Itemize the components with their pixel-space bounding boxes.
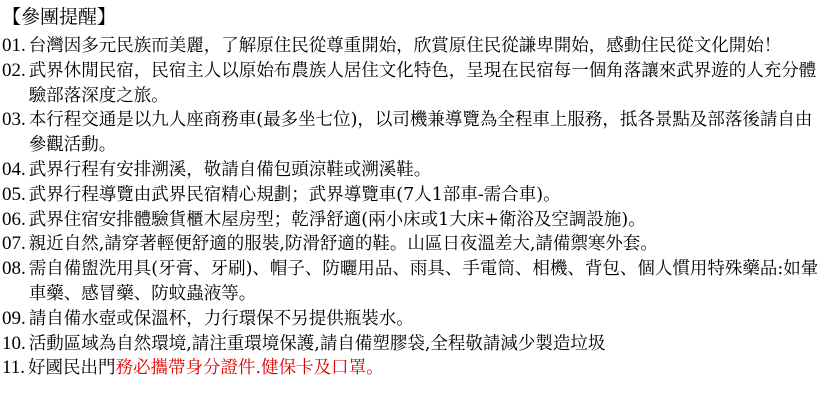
item-number: 08. [2, 258, 26, 280]
item-text-plain: 好國民出門 [28, 358, 116, 379]
item-text-highlight: 務必攜帶身分證件.健保卡及口罩。 [115, 358, 384, 379]
list-item [2, 158, 823, 183]
list-item [2, 332, 823, 357]
item-text: 活動區域為自然環境,請注重環境保護,請自備塑膠袋,全程敬請減少製造垃圾 [28, 333, 606, 354]
item-text: 台灣因多元民族而美麗，了解原住民從尊重開始，欣賞原住民從謙卑開始，感動住民從文化開始！ [28, 36, 782, 56]
list-item [2, 59, 823, 109]
reminder-list [2, 34, 823, 381]
list-item [2, 232, 823, 257]
item-number: 01. [2, 35, 26, 56]
item-number: 06. [2, 208, 26, 230]
list-item [2, 183, 823, 208]
item-text: 本行程交通是以九人座商務車(最多坐七位)，以司機兼導覽為全程車上服務，抵各景點及部落後請自由參觀活動。 [28, 110, 813, 156]
item-number: 04. [2, 158, 26, 180]
list-item [2, 307, 823, 332]
item-text: 武界住宿安排體驗貨櫃木屋房型；乾淨舒適(兩小床或1大床+衛浴及空調設施)。 [28, 209, 646, 230]
item-text: 武界行程導覽由武界民宿精心規劃；武界導覽車(7人1部車-需合車)。 [28, 184, 561, 205]
item-number: 11. [2, 357, 26, 379]
item-text: 請自備水壺或保溫杯，力行環保不另提供瓶裝水。 [28, 308, 414, 329]
list-item [2, 257, 823, 307]
list-item [2, 356, 823, 381]
item-number: 02. [2, 59, 26, 81]
list-item [2, 108, 823, 158]
item-text: 親近自然,請穿著輕便舒適的服裝,防滑舒適的鞋。山區日夜溫差大,請備禦寒外套。 [28, 234, 658, 255]
item-number: 05. [2, 183, 26, 205]
item-text: 武界行程有安排溯溪，敬請自備包頭涼鞋或溯溪鞋。 [28, 159, 432, 180]
page-title: 【參團提醒】 [2, 6, 117, 28]
item-text [25, 356, 823, 381]
list-item [2, 34, 823, 59]
item-number: 09. [2, 307, 26, 329]
item-text: 武界休閒民宿，民宿主人以原始布農族人居住文化特色，呈現在民宿每一個角落讓來武界遊的人充分體驗部落深度之旅。 [28, 60, 817, 106]
item-number: 10. [2, 332, 26, 354]
item-number: 03. [2, 109, 26, 131]
list-item [2, 208, 823, 233]
item-number: 07. [2, 233, 26, 255]
item-text: 需自備盥洗用具(牙膏、牙刷)、帽子、防曬用品、雨具、手電筒、相機、背包、個人慣用特殊藥品:如暈車藥、感冒藥、防蚊蟲液等。 [28, 259, 819, 304]
